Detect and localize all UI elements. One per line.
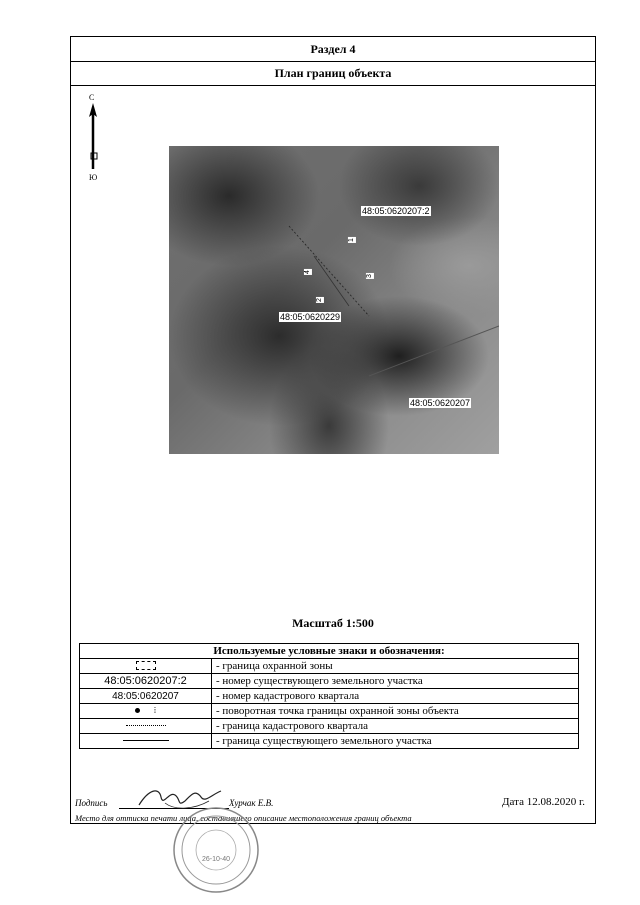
legend-description: - граница охранной зоны <box>212 659 579 674</box>
legend-row <box>80 734 579 749</box>
legend-symbol-parcel-boundary <box>80 734 212 749</box>
signer-name: Хурчак Е.В. <box>229 798 274 808</box>
map-label-parcel-center: 48:05:0620229 <box>280 312 341 322</box>
legend-description: - номер кадастрового квартала <box>212 689 579 704</box>
legend-row <box>80 674 579 689</box>
legend-row <box>80 689 579 704</box>
signature-label: Подпись <box>75 798 108 808</box>
section-title: Раздел 4 <box>71 37 595 62</box>
north-arrow-icon <box>87 103 99 173</box>
legend-description: - граница кадастрового квартала <box>212 719 579 734</box>
legend-row <box>80 719 579 734</box>
legend-symbol-quarter-boundary <box>80 719 212 734</box>
plan-title: План границ объекта <box>71 61 595 86</box>
tick-mark-icon: ⁞ <box>153 706 157 716</box>
compass-south-label: Ю <box>89 173 98 182</box>
legend-description: - поворотная точка границы охранной зоны объекта <box>212 704 579 719</box>
svg-text:26-10-40: 26-10-40 <box>201 856 231 863</box>
map-point-1: 1 <box>347 238 355 242</box>
dot-icon <box>135 708 140 713</box>
legend-description: - номер существующего земельного участка <box>212 674 579 689</box>
dashed-rectangle-icon <box>136 661 156 670</box>
document-sheet <box>70 36 596 863</box>
legend-description: - граница существующего земельного участка <box>212 734 579 749</box>
round-seal-stamp-icon <box>171 805 261 895</box>
legend-row <box>80 659 579 674</box>
legend-symbol-quarter-number: 48:05:0620207 <box>80 689 212 704</box>
legend-symbol-parcel-number: 48:05:0620207:2 <box>80 674 212 689</box>
solid-line-icon <box>123 740 169 741</box>
compass-north-label: С <box>89 93 95 102</box>
legend-header: Используемые условные знаки и обозначения: <box>80 644 579 659</box>
aerial-map <box>169 146 499 454</box>
compass-rose <box>85 93 105 183</box>
map-label-parcel: 48:05:0620207:2 <box>362 206 430 216</box>
legend-symbol-zone-boundary <box>80 659 212 674</box>
legend-symbol-turning-point <box>80 704 212 719</box>
map-label-quarter: 48:05:0620207 <box>410 398 471 408</box>
legend-row <box>80 704 579 719</box>
map-point-4: 4 <box>303 270 311 274</box>
document-date: Дата 12.08.2020 г. <box>502 796 585 808</box>
scale-label: Масштаб 1:500 <box>292 616 374 630</box>
dotted-line-icon <box>126 725 166 726</box>
map-point-3: 3 <box>365 274 373 278</box>
stamp-place-text: Место для оттиска печати лица, составившего описание местоположения границ объекта <box>75 813 412 823</box>
map-point-2: 2 <box>315 298 323 302</box>
legend-table <box>79 643 579 749</box>
